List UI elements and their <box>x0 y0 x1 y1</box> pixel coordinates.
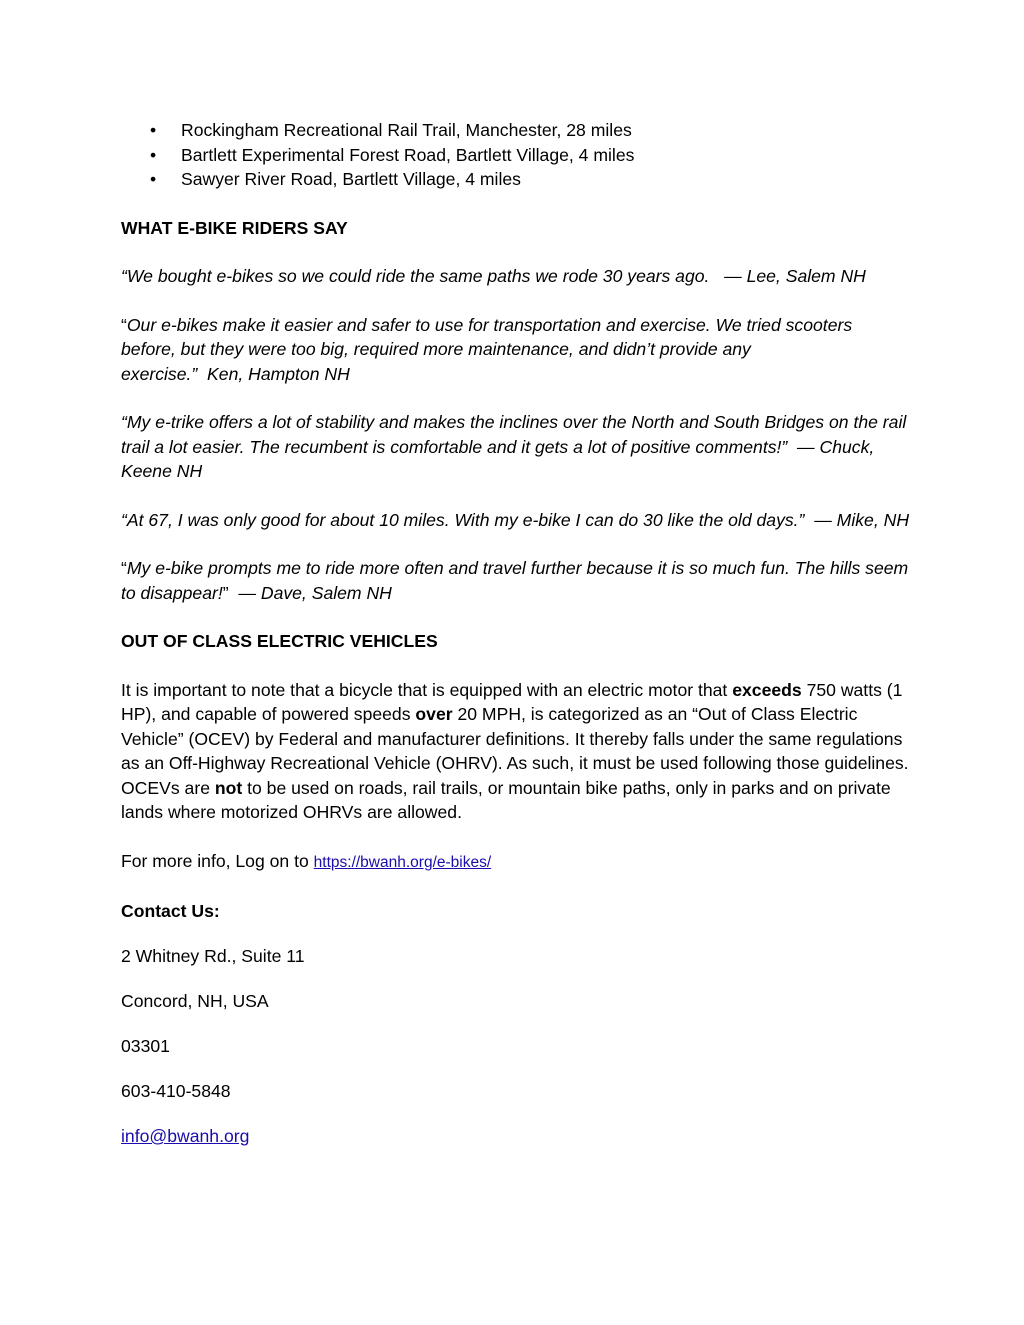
contact-zip: 03301 <box>121 1036 170 1056</box>
bullet: • <box>150 120 157 140</box>
quote-chuck <box>121 410 911 484</box>
quote-mike <box>121 508 911 533</box>
more-info-text: For more info, Log on to <box>121 850 314 871</box>
quote-text: “We bought e-bikes so we could ride the same paths we rode 30 years ago. <box>121 266 710 286</box>
ocev-text: 20 MPH, is categorized as an “Out of Class Electric Vehicle” (OCEV) by Federal and manufacturer definitions. It thereby falls under the same regulations as an Off-Highway Recreational Vehicle (OHRV). As such, it must be used following those guidelines. OCEVs are <box>121 704 909 798</box>
trail-text: Bartlett Experimental Forest Road, Bartlett Village, 4 miles <box>181 144 635 165</box>
contact-phone: 603-410-5848 <box>121 1081 231 1101</box>
trail-text: Sawyer River Road, Bartlett Village, 4 miles <box>181 169 521 189</box>
ocev-emphasis-not: not <box>214 777 243 798</box>
quote-attribution: Ken, Hampton NH <box>207 363 350 384</box>
bullet: • <box>150 144 157 165</box>
riders-heading: WHAT E-BIKE RIDERS SAY <box>121 217 348 238</box>
list-item <box>121 118 911 143</box>
quote-attribution: — Chuck, Keene NH <box>121 436 875 481</box>
quote-text: My e-bike prompts me to ride more often and travel further because it is so much fun. The hills seem to disappear! <box>121 558 909 603</box>
quote-text: “My e-trike offers a lot of stability and makes the inclines over the North and South Bridges on the rail trail a lot easier. The recumbent is comfortable and it gets a lot of positive comments!” <box>121 412 907 457</box>
contact-heading: Contact Us: <box>121 901 220 921</box>
quote-lee <box>121 264 911 289</box>
document-page <box>121 118 911 1169</box>
list-item <box>121 143 911 168</box>
contact-email-wrap <box>121 1124 911 1149</box>
trail-list <box>121 118 911 192</box>
quote-ken <box>121 313 911 387</box>
trail-text: Rockingham Recreational Rail Trail, Manchester, 28 miles <box>181 120 632 140</box>
quote-attribution: — Dave, Salem NH <box>238 582 392 603</box>
ocev-emphasis-over: over <box>415 704 453 724</box>
ocev-text: It is important to note that a bicycle that is equipped with an electric motor that <box>121 679 733 700</box>
contact-street: 2 Whitney Rd., Suite 11 <box>121 946 305 966</box>
quote-text: Our e-bikes make it easier and safer to use for transportation and exercise. We tried scooters before, but they were too big, required more maintenance, and didn’t provide any <box>121 314 853 359</box>
quote-attribution: — Mike, NH <box>814 509 910 530</box>
ocev-text: 750 watts (1 HP), and capable of powered speeds <box>121 679 903 724</box>
quote-text: “At 67, I was only good for about 10 miles. With my e-bike I can do 30 like the old days.” <box>121 509 805 530</box>
quote-open-mark: “ <box>121 314 127 335</box>
more-info <box>121 849 911 876</box>
quote-close-mark: ” <box>222 582 229 603</box>
quote-open-mark: “ <box>121 558 127 578</box>
ocev-text: to be used on roads, rail trails, or mountain bike paths, only in parks and on private lands where motorized OHRVs are allowed. <box>121 777 891 822</box>
contact-city: Concord, NH, USA <box>121 991 269 1011</box>
quote-text-end: exercise.” <box>121 363 198 384</box>
email-link[interactable]: info@bwanh.org <box>121 1126 250 1146</box>
ocev-heading: OUT OF CLASS ELECTRIC VEHICLES <box>121 631 438 651</box>
ebikes-link[interactable]: https://bwanh.org/e-bikes/ <box>313 853 492 871</box>
ocev-emphasis-exceeds: exceeds <box>732 679 802 700</box>
ocev-paragraph <box>121 678 911 825</box>
quote-attribution: — Lee, Salem NH <box>724 266 866 286</box>
bullet: • <box>150 169 157 189</box>
quote-dave <box>121 556 911 605</box>
list-item <box>121 167 911 192</box>
